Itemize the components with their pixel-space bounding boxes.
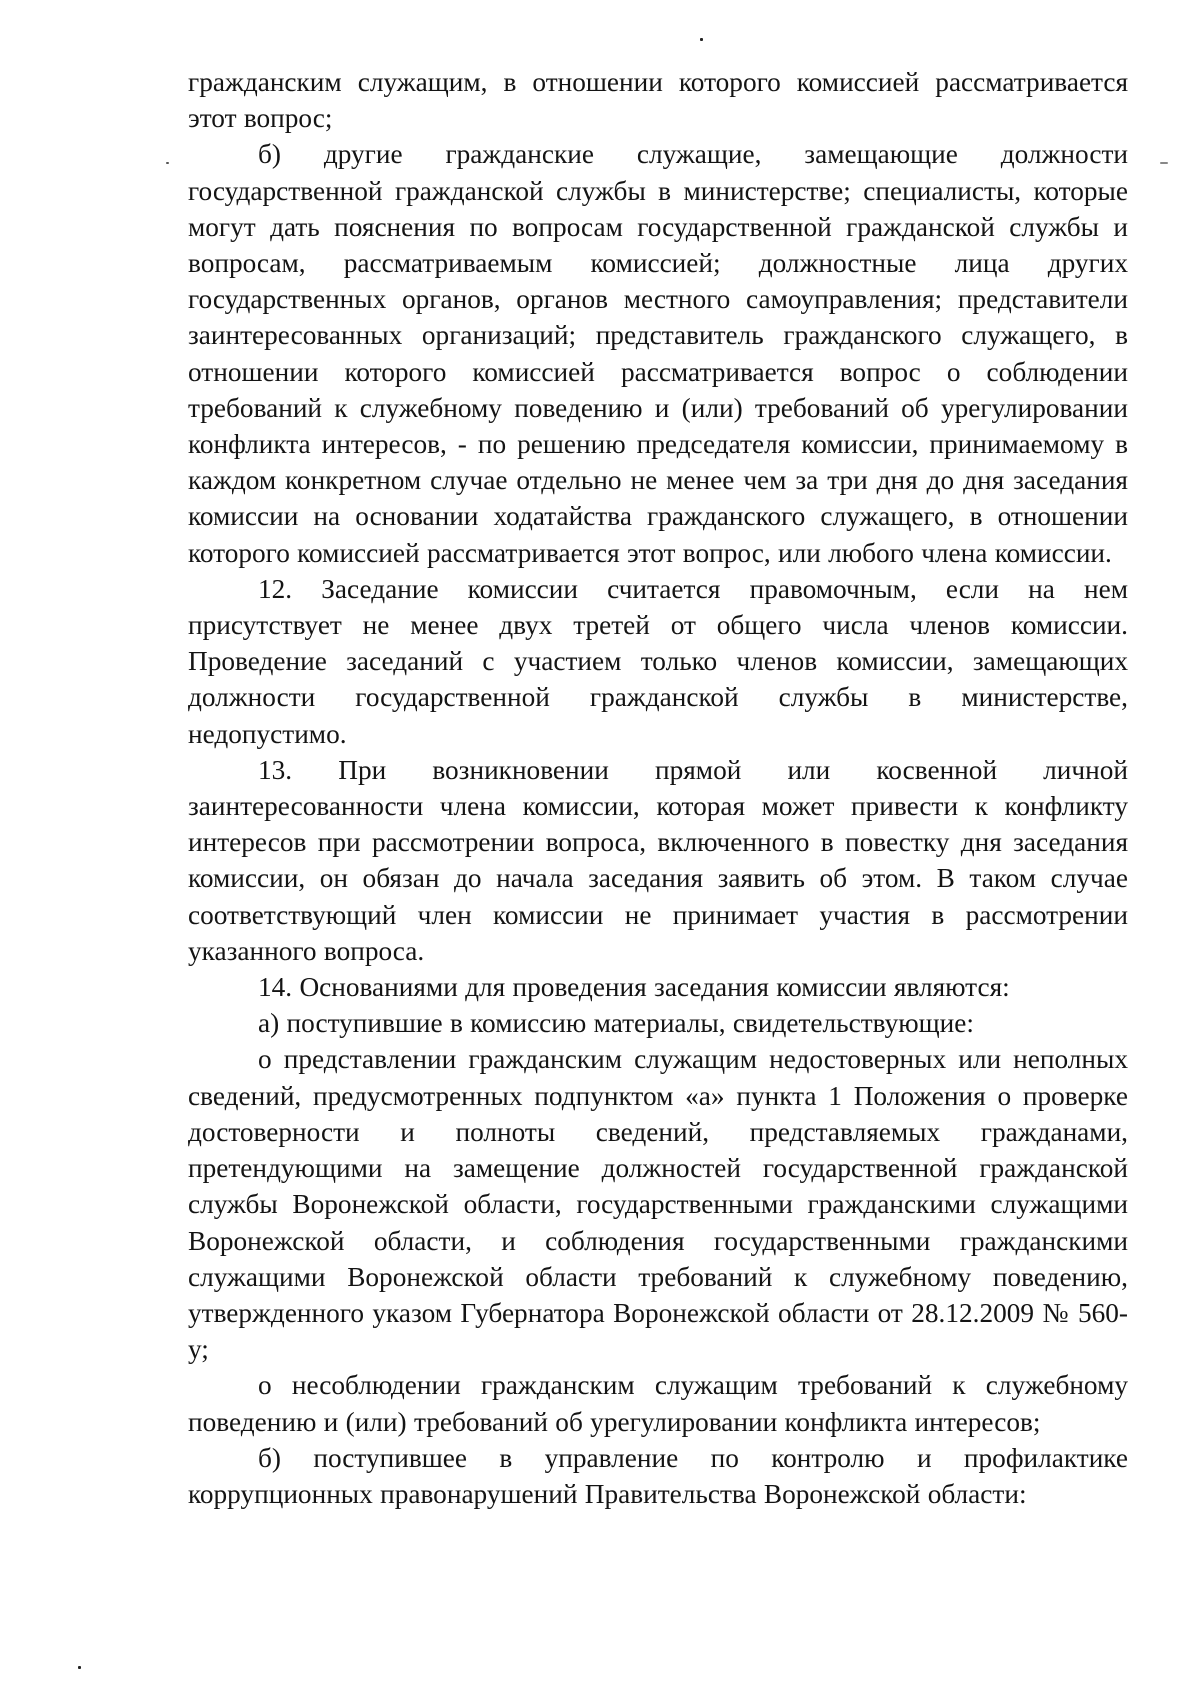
paragraph-12: 12. Заседание комиссии считается правомочным, если на нем присутствует не менее двух третей от общего числа членов комиссии. Проведение заседаний с участием только членов комиссии, замещающих должности государственной гражданской службы в министерстве, недопустимо. (188, 573, 1128, 749)
scan-speck-bottom (78, 1666, 81, 1669)
document-page-body (188, 64, 1128, 1512)
scan-speck-right (1160, 162, 1168, 164)
paragraph-14b: б) поступившее в управление по контролю и профилактике коррупционных правонарушений Правительства Воронежской области: (188, 1442, 1128, 1509)
scan-speck-top (700, 38, 703, 41)
paragraph-11b: б) другие гражданские служащие, замещающие должности государственной гражданской службы в министерстве; специалисты, которые могут дать пояснения по вопросам государственной гражданской службы и вопросам, рассматриваемым комиссией; должностные лица других государственных органов, органов местного самоуправления; представители заинтересованных организаций; представитель гражданского служащего, в отношении которого комиссией рассматривается вопрос о соблюдении требований к служебному поведению и (или) требований об урегулировании конфликта интересов, - по решению председателя комиссии, принимаемому в каждом конкретном случае отдельно не менее чем за три дня до дня заседания комиссии на основании ходатайства гражданского служащего, в отношении которого комиссией рассматривается этот вопрос, или любого члена комиссии. (188, 139, 1128, 568)
scan-speck-left (166, 162, 169, 164)
paragraph-14a-item-1: о представлении гражданским служащим недостоверных или неполных сведений, предусмотренных подпунктом «а» пункта 1 Положения о проверке достоверности и полноты сведений, представляемых гражданами, претендующими на замещение должностей государственной гражданской службы Воронежской области, государственными гражданскими служащими Воронежской области, и соблюдения государственными гражданскими служащими Воронежской области требований к служебному поведению, утвержденного указом Губернатора Воронежской области от 28.12.2009 № 560-у; (188, 1044, 1128, 1365)
paragraph-13: 13. При возникновении прямой или косвенной личной заинтересованности члена комиссии, которая может привести к конфликту интересов при рассмотрении вопроса, включенного в повестку дня заседания комиссии, он обязан до начала заседания заявить об этом. В таком случае соответствующий член комиссии не принимает участия в рассмотрении указанного вопроса. (188, 754, 1128, 966)
paragraph-14a: а) поступившие в комиссию материалы, свидетельствующие: (258, 1008, 974, 1039)
paragraph-14a-item-2: о несоблюдении гражданским служащим требований к служебному поведению и (или) требований об урегулировании конфликта интересов; (188, 1370, 1128, 1437)
paragraph-14: 14. Основаниями для проведения заседания комиссии являются: (258, 972, 1010, 1003)
paragraph-continuation: гражданским служащим, в отношении которого комиссией рассматривается этот вопрос; (188, 67, 1128, 134)
